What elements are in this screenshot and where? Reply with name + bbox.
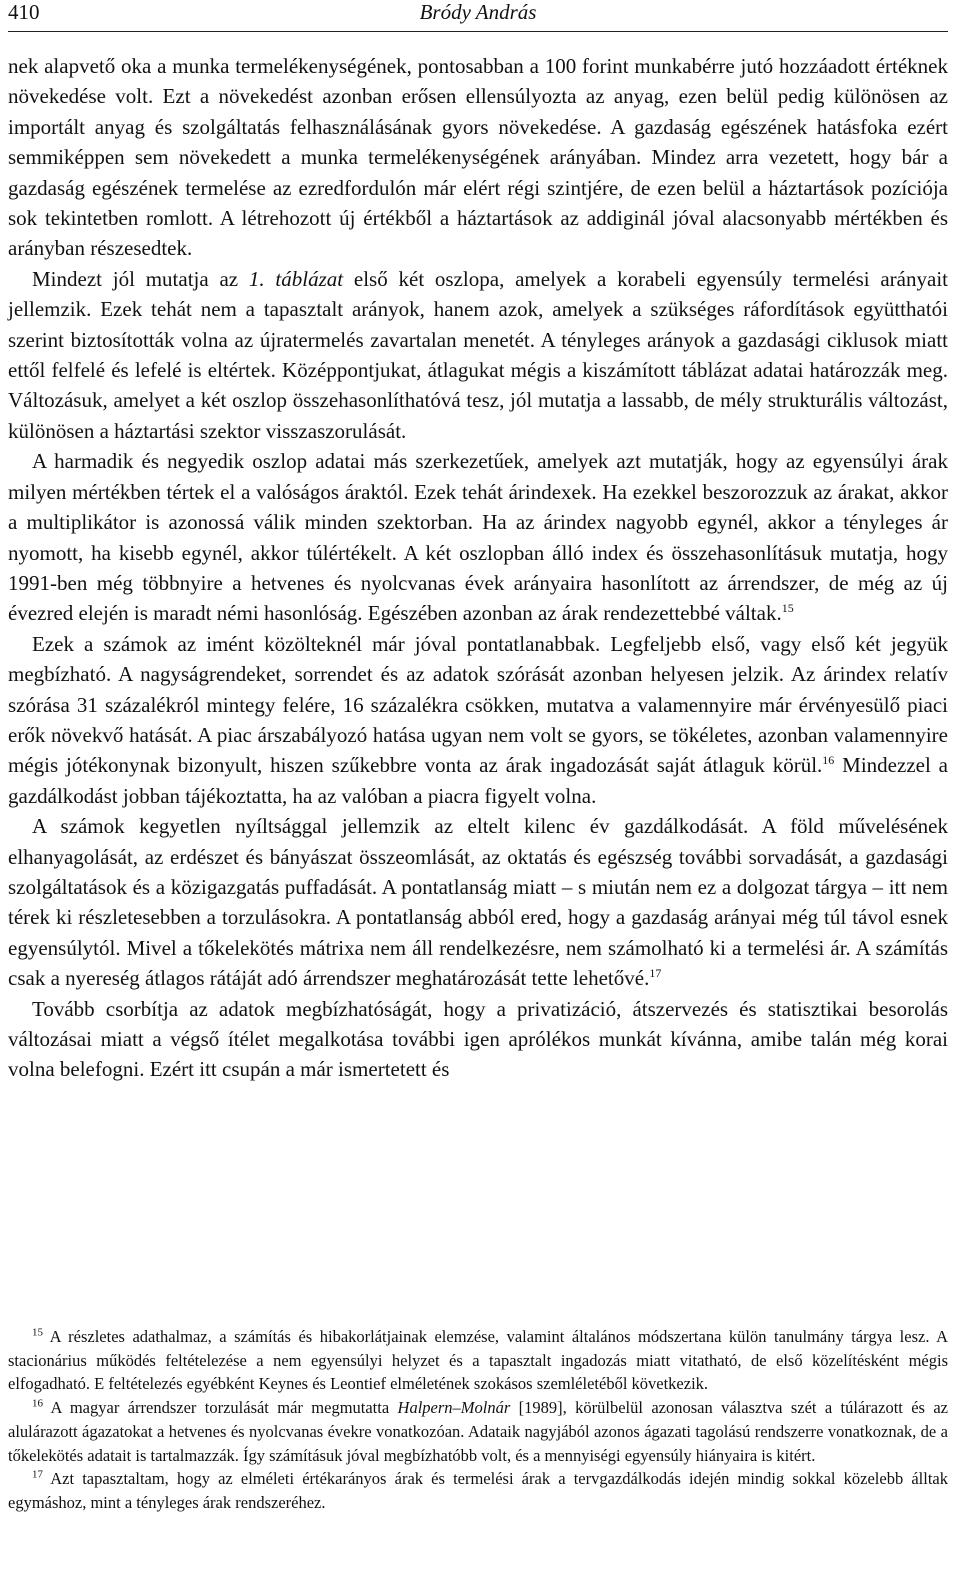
body-text — [8, 51, 948, 1085]
citation-authors: Halpern–Molnár — [397, 1398, 511, 1418]
footnotes — [8, 1325, 948, 1515]
footnote-ref-15[interactable]: 15 — [781, 601, 794, 616]
paragraph-2-rest: első két oszlopa, amelyek a korabeli egyensúly termelési arányait jellemzik. Ezek tehát nem a tapasztalt arányok, hanem azok, amelyek a szükséges ráfordítások együtthatói szerint biztosították volna az újratermelés zavartalan menetét. A tényleges arányok a gazdasági ciklusok miatt ettől felfelé és lefelé is eltértek. Középpontjukat, átlagukat mégis a kiszámított táblázat adatai határozzák meg. Változásuk, amelyet a két oszlop összehasonlíthatóvá tesz, jól mutatja a lassabb, de mély strukturális változást, különösen a háztartási szektor visszaszorulását. — [8, 266, 948, 443]
paragraph-1: nek alapvető oka a munka termelékenységének, pontosabban a 100 forint munkabérre jutó hozzáadott értéknek növekedése volt. Ezt a növekedést azonban erősen ellensúlyozta az anyag, ezen belül pedig különösen az importált anyag és szolgáltatás felhasználásának gyors növekedése. A gazdaság egészének hatásfoka ezért semmiképpen sem növekedett a munka termelékenységének arányában. Mindez arra vezetett, hogy bár a gazdaság egészének termelése az ezredfordulón már elért régi szintjére, de ezen belül a háztartások pozíciója sok tekintetben romlott. A létrehozott új értékből a háztartások az addiginál jóval alacsonyabb mértékben és arányban részesedtek. — [8, 54, 948, 261]
footnote-text-start: A magyar árrendszer torzulását már megmutatta — [50, 1398, 398, 1418]
footnote-text: A részletes adathalmaz, a számítás és hibakorlátjainak elemzése, valamint általános módszertana külön tanulmány tárgya lesz. A stacionárius működés feltételezése a nem egyensúlyi helyzet és a tapasztalt ingadozás miatt vitatható, de első közelítésként mégis elfogadható. E feltételezés egyébként Keynes és Leontief elméletének szokásos szemléletéből következik. — [8, 1327, 948, 1394]
table-reference: 1. táblázat — [248, 266, 344, 291]
paragraph-5 — [8, 811, 948, 993]
footnote-number: 17 — [32, 1468, 43, 1481]
paragraph-6: Tovább csorbítja az adatok megbízhatóságát, hogy a privatizáció, átszervezés és statisztikai besorolás változásai miatt a végső ítélet megalkotása további igen aprólékos munkát kívánna, amibe talán még korai volna belefogni. Ezért itt csupán a már ismertetett és — [8, 996, 948, 1082]
footnote-number: 15 — [32, 1326, 43, 1339]
running-title: Bródy András — [419, 0, 537, 24]
footnote-16 — [8, 1396, 948, 1467]
footnote-ref-17[interactable]: 17 — [649, 966, 662, 981]
footnote-ref-16[interactable]: 16 — [822, 753, 835, 768]
paragraph-2-start: Mindezt jól mutatja az — [32, 266, 249, 291]
footnote-15 — [8, 1325, 948, 1396]
paragraph-2 — [8, 264, 948, 446]
paragraph-5-text: A számok kegyetlen nyíltsággal jellemzik az eltelt kilenc év gazdálkodását. A föld művelésének elhanyagolását, az erdészet és bányászat összeomlását, az oktatás és egészség további sorvadását, a gazdasági szolgáltatások és a közigazgatás puffadását. A pontatlanság miatt – s miután nem ez a dolgozat tárgya – itt nem térek ki részletesebben a torzulásokra. A pontatlanság abból ered, hogy a gazdaság arányai még túl távol esnek egyensúlytól. Mivel a tőkelekötés mátrixa nem áll rendelkezésre, nem számolható ki a termelési ár. A számítás csak a nyereség átlagos rátáját adó árrendszer meghatározását tette lehetővé. — [8, 814, 948, 991]
paragraph-3-text: A harmadik és negyedik oszlop adatai más szerkezetűek, amelyek azt mutatják, hogy az egyensúlyi árak milyen mértékben tértek el a valóságos áraktól. Ezek tehát árindexek. Ha ezekkel beszorozzuk az árakat, akkor a multiplikátor is azonossá válik minden szektorban. Ha az árindex nagyobb egynél, akkor a tényleges ár nyomott, ha kisebb egynél, akkor túlértékelt. A két oszlopban álló index és összehasonlításuk mutatja, hogy 1991-ben még többnyire a hetvenes és nyolcvanas évek arányaira hasonlított az árrendszer, de még az új évezred elején is maradt némi hasonlóság. Egészében azonban az árak rendezettebbé váltak. — [8, 449, 948, 626]
paragraph-3 — [8, 446, 948, 628]
paragraph-4 — [8, 629, 948, 811]
footnote-text-rest: [1989], körülbelül azonosan választva szét a túlárazott és az alulárazott ágazatokat a hetvenes és nyolcvanas évekre vonatkozóan. Adataik nagyjából azonos ágazati tagolású rendszerre vonatkoznak, de a tőkelekötés adatait is tartalmazzák. Így számításuk jóval megbízhatóbb volt, és a mennyiségi egyensúly hiányaira is kitért. — [8, 1398, 948, 1465]
page-header — [8, 0, 948, 32]
paragraph-4-tail: Mindezzel a gazdálkodást jobban tájékoztatta, ha az valóban a piacra figyelt volna. — [8, 753, 948, 808]
page-number: 410 — [8, 0, 40, 24]
footnote-17 — [8, 1467, 948, 1514]
footnote-number: 16 — [32, 1397, 43, 1410]
paragraph-4-text: Ezek a számok az imént közölteknél már jóval pontatlanabbak. Legfeljebb első, vagy első két jegyük megbízható. A nagyságrendeket, sorrendet és az adatok szórását azonban helyesen jelzik. Az árindex relatív szórása 31 százalékról mintegy felére, 16 százalékra csökken, mutatva a valamennyire már érvényesülő piaci erők növekvő hatását. A piac árszabályozó hatása ugyan nem volt se gyors, se tökéletes, azonban valamennyire mégis jótékonynak bizonyult, hiszen szűkebbre vonta az árak ingadozását saját átlaguk körül. — [8, 631, 948, 778]
footnote-text: Azt tapasztaltam, hogy az elméleti értékarányos árak és termelési árak a tervgazdálkodás idején mindig sokkal közelebb álltak egymáshoz, mint a tényleges árak rendszeréhez. — [8, 1469, 948, 1512]
